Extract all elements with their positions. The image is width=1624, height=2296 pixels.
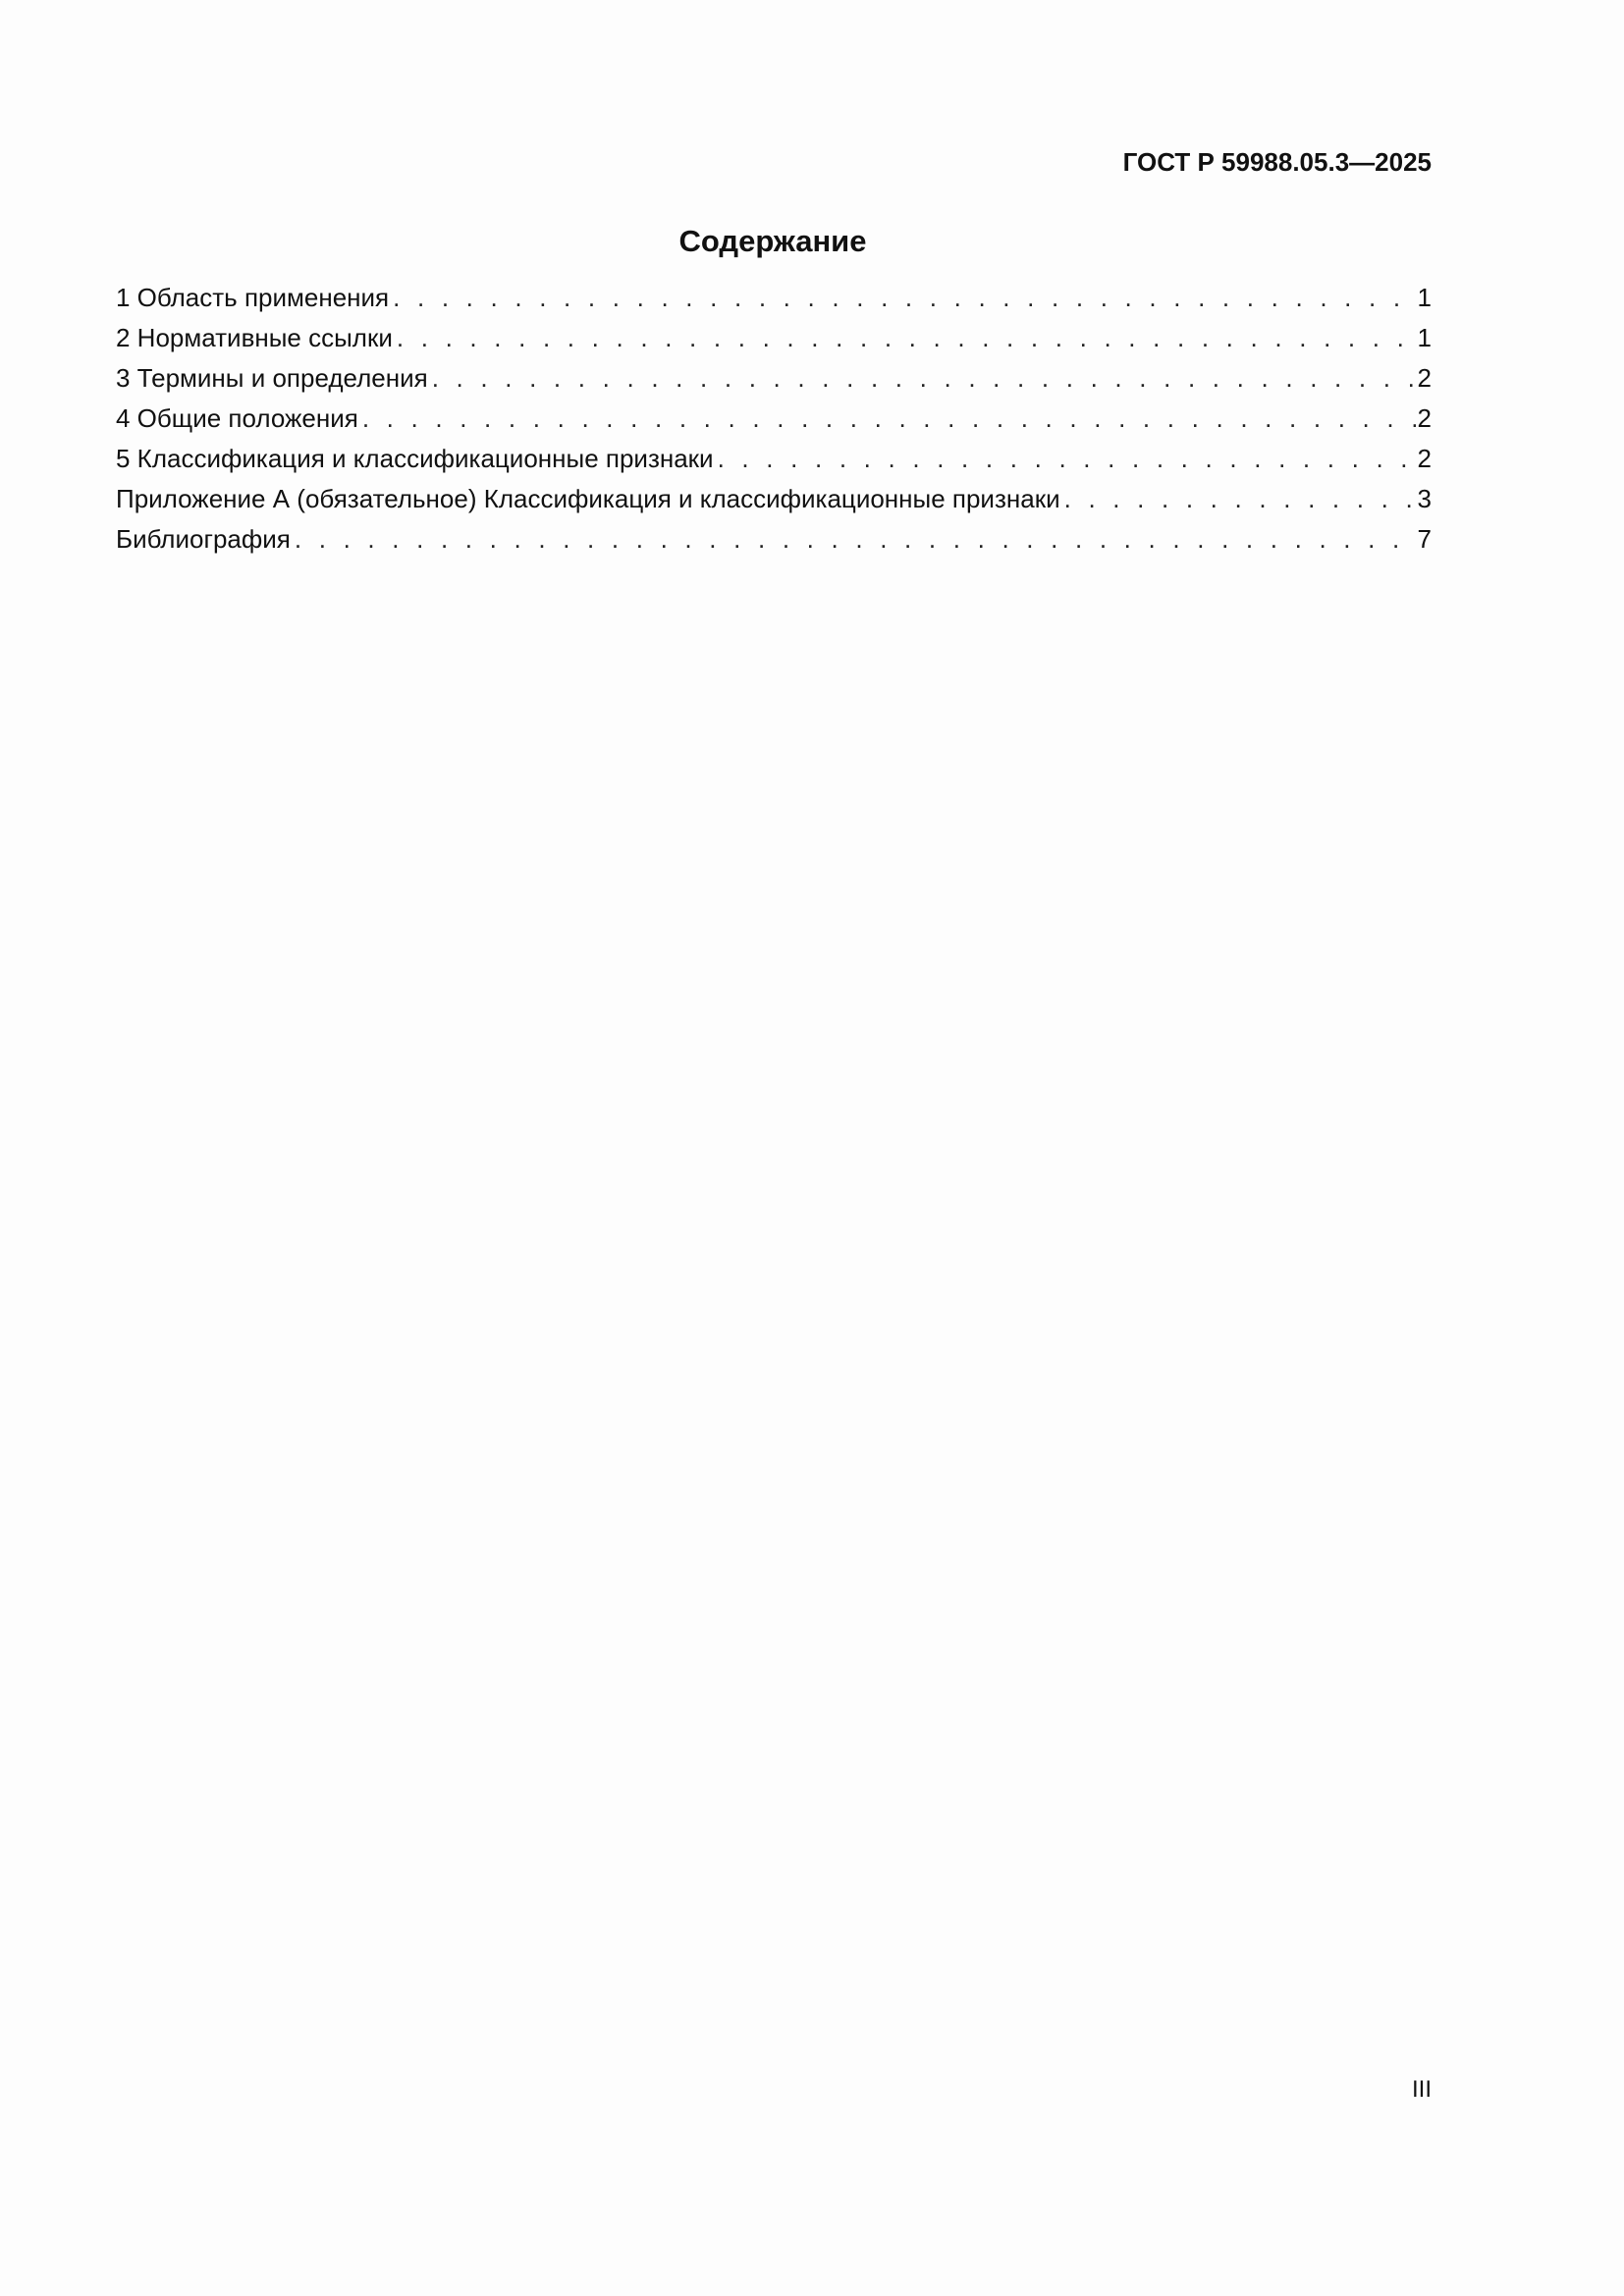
toc-entry-label: 1 Область применения (116, 283, 390, 312)
toc-entry-general-provisions[interactable] (116, 403, 1432, 444)
toc-leader-dots (718, 444, 1416, 474)
toc-title: Содержание (678, 224, 867, 258)
toc-entry-label: Библиография (116, 524, 291, 554)
document-code: ГОСТ Р 59988.05.3—2025 (1122, 147, 1432, 177)
table-of-contents (116, 283, 1432, 564)
toc-entry-normative-references[interactable] (116, 323, 1432, 363)
toc-leader-dots (362, 403, 1416, 434)
toc-entry-scope[interactable] (116, 283, 1432, 323)
toc-entry-page: 1 (1417, 323, 1432, 352)
page-number: III (1411, 2076, 1432, 2103)
toc-entry-page: 2 (1417, 403, 1432, 433)
toc-entry-bibliography[interactable] (116, 524, 1432, 564)
toc-entry-label: 2 Нормативные ссылки (116, 323, 393, 352)
toc-entry-classification[interactable] (116, 444, 1432, 484)
toc-entry-label: 5 Классификация и классификационные признаки (116, 444, 714, 473)
toc-entry-page: 7 (1417, 524, 1432, 554)
toc-entry-label: Приложение А (обязательное) Классификация и классификационные признаки (116, 484, 1060, 513)
toc-entry-page: 2 (1417, 444, 1432, 473)
toc-entry-label: 3 Термины и определения (116, 363, 428, 393)
toc-entry-terms[interactable] (116, 363, 1432, 403)
toc-entry-label: 4 Общие положения (116, 403, 358, 433)
toc-entry-page: 2 (1417, 363, 1432, 393)
toc-entry-page: 1 (1417, 283, 1432, 312)
toc-leader-dots (432, 363, 1416, 394)
toc-leader-dots (393, 283, 1415, 313)
toc-entry-page: 3 (1417, 484, 1432, 513)
toc-entry-appendix-a[interactable] (116, 484, 1432, 524)
toc-leader-dots (295, 524, 1416, 555)
toc-leader-dots (397, 323, 1416, 353)
toc-leader-dots (1064, 484, 1416, 514)
